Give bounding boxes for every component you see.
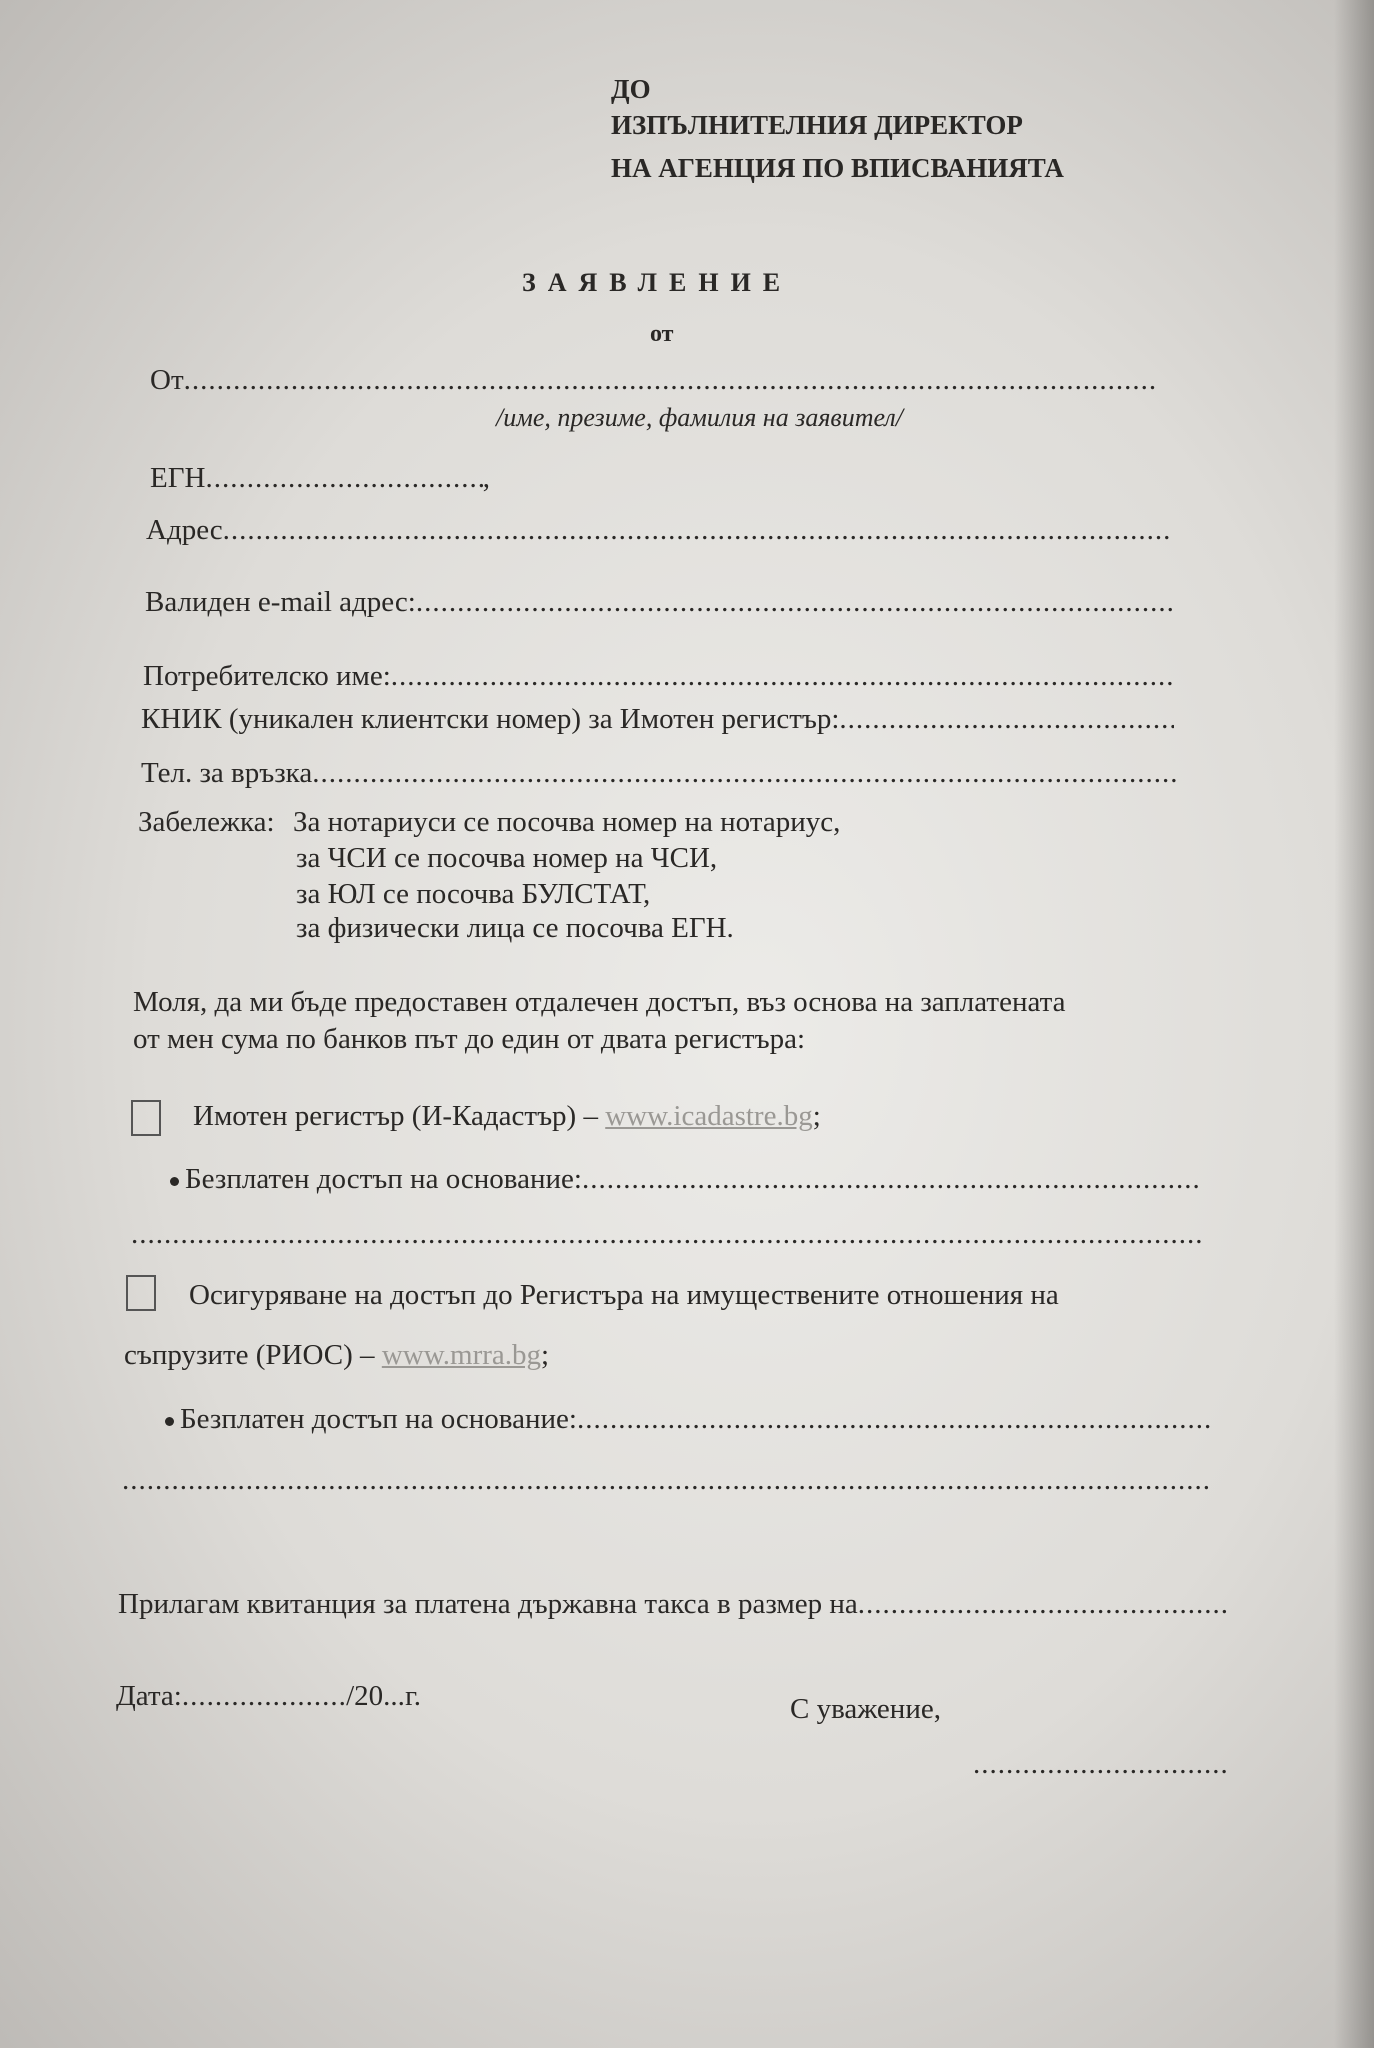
knik-field[interactable]	[141, 705, 1174, 734]
page-edge-shadow	[1334, 0, 1374, 2048]
rios-option-label-line-1: Осигуряване на достъп до Регистъра на имуществените отношения на	[189, 1279, 1059, 1311]
free-access-text: Безплатен достъп на основание:	[180, 1403, 577, 1435]
rios-checkbox[interactable]	[126, 1275, 156, 1311]
free-access-label	[165, 1405, 577, 1434]
egn-field[interactable]	[150, 464, 490, 493]
request-line-1: Моля, да ми бъде предоставен отдалечен достъп, въз основа на заплатената	[133, 986, 1066, 1018]
free-access-input-dots[interactable]	[577, 1405, 1210, 1434]
phone-label: Тел. за връзка	[141, 757, 313, 789]
signature-field[interactable]	[973, 1750, 1228, 1779]
date-year-dots[interactable]: ...	[383, 1682, 405, 1711]
egn-label: ЕГН	[150, 462, 206, 494]
phone-field[interactable]	[141, 759, 1176, 788]
address-input-dots[interactable]	[223, 516, 1172, 545]
knik-input-dots[interactable]	[839, 705, 1174, 734]
rios-suffix: ;	[541, 1339, 550, 1371]
rios-free-access-field[interactable]	[165, 1405, 1210, 1434]
from-label: От	[150, 364, 184, 396]
icadastre-link[interactable]: www.icadastre.bg	[605, 1100, 813, 1132]
username-field[interactable]	[143, 662, 1173, 691]
phone-input-dots[interactable]	[312, 759, 1176, 788]
from-hint: /име, презиме, фамилия на заявител/	[496, 403, 903, 432]
note-line: за ЮЛ се посочва БУЛСТАТ,	[296, 878, 651, 910]
email-input-dots[interactable]	[416, 588, 1172, 617]
request-line-2: от мен сума по банков път до един от двата регистъра:	[133, 1023, 805, 1055]
rios-free-access-continuation[interactable]	[122, 1466, 1212, 1495]
from-input-dots[interactable]	[184, 366, 1156, 395]
rios-link[interactable]: www.mrra.bg	[381, 1339, 542, 1371]
free-access-input-dots[interactable]	[582, 1165, 1200, 1194]
icadastre-checkbox[interactable]	[131, 1100, 161, 1136]
username-label: Потребителско име:	[143, 660, 391, 692]
addressee-line-2: ИЗПЪЛНИТЕЛНИЯ ДИРЕКТОР	[611, 110, 1023, 140]
date-middle: /20	[346, 1680, 384, 1712]
signature-dots[interactable]	[973, 1750, 1228, 1779]
document-subtitle: от	[650, 321, 674, 347]
addressee-line-1: ДО	[611, 74, 651, 104]
note-line: За нотариуси се посочва номер на нотариус,	[293, 806, 841, 838]
egn-input-dots[interactable]	[205, 464, 482, 493]
fee-field[interactable]	[118, 1590, 1228, 1619]
rios-option-label-line-2	[124, 1341, 549, 1370]
username-input-dots[interactable]	[391, 662, 1173, 691]
continuation-input-dots[interactable]	[131, 1220, 1201, 1249]
date-field[interactable]	[116, 1682, 421, 1711]
date-label: Дата:	[116, 1680, 182, 1712]
icadastre-text: Имотен регистър (И-Кадастър) –	[193, 1100, 606, 1132]
email-field[interactable]	[145, 588, 1172, 617]
free-access-text: Безплатен достъп на основание:	[185, 1163, 582, 1195]
note-label: Забележка:	[138, 806, 275, 838]
bullet-icon	[170, 1177, 179, 1186]
addressee-line-3: НА АГЕНЦИЯ ПО ВПИСВАНИЯТА	[611, 153, 1064, 183]
free-access-label	[170, 1165, 582, 1194]
fee-input-dots[interactable]	[858, 1590, 1228, 1619]
icadastre-suffix: ;	[812, 1100, 821, 1132]
note-line: за ЧСИ се посочва номер на ЧСИ,	[296, 842, 718, 874]
icadastre-free-access-field[interactable]	[170, 1165, 1200, 1194]
email-label: Валиден e-mail адрес:	[145, 586, 416, 618]
knik-label: КНИК (уникален клиентски номер) за Имотен регистър:	[141, 703, 840, 735]
date-day-dots[interactable]	[182, 1682, 346, 1711]
date-end: г.	[405, 1680, 421, 1712]
document-title: ЗАЯВЛЕНИЕ	[522, 268, 793, 297]
from-field[interactable]	[150, 366, 1156, 395]
egn-suffix: ,	[482, 462, 490, 494]
rios-text: съпрузите (РИОС) –	[124, 1339, 382, 1371]
address-label: Адрес	[146, 514, 223, 546]
note-line: за физически лица се посочва ЕГН.	[296, 912, 734, 944]
continuation-input-dots[interactable]	[122, 1466, 1212, 1495]
icadastre-option-label	[193, 1102, 821, 1131]
address-field[interactable]	[146, 516, 1172, 545]
bullet-icon	[165, 1417, 174, 1426]
fee-label: Прилагам квитанция за платена държавна такса в размер на	[118, 1588, 858, 1620]
closing-text: С уважение,	[790, 1693, 941, 1725]
icadastre-free-access-continuation[interactable]	[131, 1220, 1201, 1249]
